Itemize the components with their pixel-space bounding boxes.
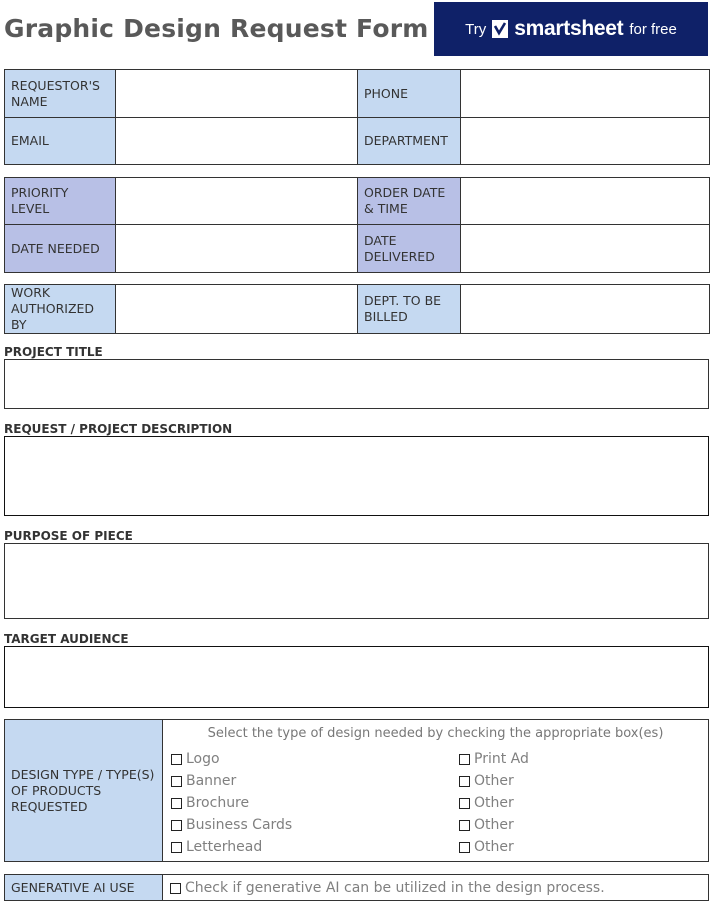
request-description-field[interactable] (4, 436, 709, 516)
banner-brand-text: smartsheet (514, 17, 624, 40)
date-delivered-field[interactable] (461, 225, 710, 273)
date-needed-field[interactable] (116, 225, 358, 273)
option-letterhead[interactable] (171, 836, 292, 858)
email-label: EMAIL (5, 118, 116, 165)
phone-label: PHONE (358, 70, 461, 118)
banner-free-text: for free (629, 20, 677, 38)
order-date-label: ORDER DATE & TIME (358, 178, 461, 225)
priority-level-field[interactable] (116, 178, 358, 225)
email-field[interactable] (116, 118, 358, 165)
generative-ai-label: GENERATIVE AI USE (5, 875, 163, 900)
checkbox-icon[interactable] (459, 798, 470, 809)
target-audience-label: TARGET AUDIENCE (4, 632, 129, 646)
option-label: Other (474, 839, 514, 855)
option-label: Other (474, 817, 514, 833)
checkbox-icon[interactable] (170, 883, 181, 894)
checkbox-icon[interactable] (171, 820, 182, 831)
option-logo[interactable] (171, 748, 292, 770)
checkbox-icon[interactable] (459, 820, 470, 831)
design-type-instruction: Select the type of design needed by checking the appropriate box(es) (207, 726, 664, 741)
requestor-name-label: REQUESTOR'S NAME (5, 70, 116, 118)
work-authorized-label: WORK AUTHORIZED BY (5, 285, 116, 334)
checkbox-icon[interactable] (459, 842, 470, 853)
date-needed-label: DATE NEEDED (5, 225, 116, 273)
generative-ai-section (4, 874, 709, 901)
priority-dates-table (4, 177, 710, 273)
checkbox-icon[interactable] (459, 776, 470, 787)
design-options-right (459, 748, 529, 858)
option-label: Other (474, 795, 514, 811)
dept-billed-field[interactable] (461, 285, 710, 334)
request-description-label: REQUEST / PROJECT DESCRIPTION (4, 422, 233, 436)
smartsheet-logo-icon (492, 20, 508, 38)
option-label: Letterhead (186, 839, 263, 855)
option-label: Print Ad (474, 751, 529, 767)
project-title-field[interactable] (4, 359, 709, 409)
option-generative-ai[interactable] (170, 877, 605, 899)
banner-try-text: Try (465, 20, 487, 38)
date-delivered-label: DATE DELIVERED (358, 225, 461, 273)
phone-field[interactable] (461, 70, 710, 118)
authorization-table (4, 284, 710, 334)
contact-info-table (4, 69, 710, 165)
design-type-label: DESIGN TYPE / TYPE(S) OF PRODUCTS REQUESTED (5, 720, 163, 861)
dept-billed-label: DEPT. TO BE BILLED (358, 285, 461, 334)
purpose-label: PURPOSE OF PIECE (4, 529, 133, 543)
department-field[interactable] (461, 118, 710, 165)
option-brochure[interactable] (171, 792, 292, 814)
checkbox-icon[interactable] (171, 842, 182, 853)
option-label: Brochure (186, 795, 250, 811)
design-type-section (4, 719, 709, 862)
page-title: Graphic Design Request Form (4, 14, 429, 43)
option-label: Business Cards (186, 817, 293, 833)
checkbox-icon[interactable] (171, 776, 182, 787)
target-audience-field[interactable] (4, 646, 709, 708)
option-other-4[interactable] (459, 836, 529, 858)
design-options-left (171, 748, 292, 858)
priority-level-label: PRIORITY LEVEL (5, 178, 116, 225)
option-label: Other (474, 773, 514, 789)
checkbox-icon[interactable] (171, 754, 182, 765)
department-label: DEPARTMENT (358, 118, 461, 165)
project-title-label: PROJECT TITLE (4, 345, 103, 359)
checkbox-icon[interactable] (171, 798, 182, 809)
option-business-cards[interactable] (171, 814, 292, 836)
smartsheet-banner[interactable] (434, 2, 708, 56)
work-authorized-field[interactable] (116, 285, 358, 334)
purpose-field[interactable] (4, 543, 709, 619)
option-banner[interactable] (171, 770, 292, 792)
requestor-name-field[interactable] (116, 70, 358, 118)
option-label: Banner (186, 773, 237, 789)
option-label: Logo (186, 751, 220, 767)
option-label: Check if generative AI can be utilized in the design process. (185, 880, 605, 896)
option-print-ad[interactable] (459, 748, 529, 770)
checkbox-icon[interactable] (459, 754, 470, 765)
option-other-3[interactable] (459, 814, 529, 836)
order-date-field[interactable] (461, 178, 710, 225)
option-other-2[interactable] (459, 792, 529, 814)
option-other-1[interactable] (459, 770, 529, 792)
